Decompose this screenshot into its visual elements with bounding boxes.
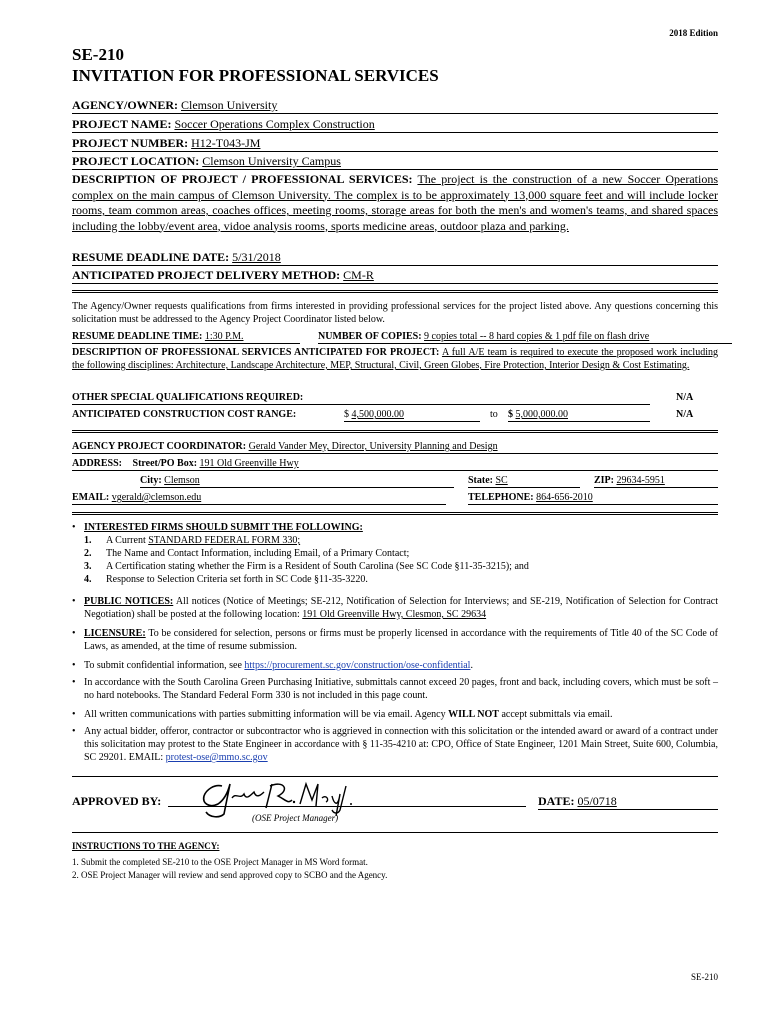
project-location-label: PROJECT LOCATION: (72, 154, 200, 168)
project-number-field[interactable] (72, 136, 718, 152)
agency-owner-label: AGENCY/OWNER: (72, 98, 179, 112)
number-of-copies-value: 9 copies total -- 8 hard copies & 1 pdf file on flash drive (424, 331, 650, 342)
state-label: State: (468, 475, 493, 486)
instructions-header: INSTRUCTIONS TO THE AGENCY: (72, 841, 220, 851)
cost-range-na-label: N/A (676, 409, 694, 420)
cost-low-dollar: $ (344, 409, 349, 420)
public-notices-bullet: • PUBLIC NOTICES: All notices (Notice of Meetings; SE-212, Notification of Selection for Interviews; and SE-219, Notification of Selection for Contract Negotiation) shall be posted at the following location: 191 Old Greenville Hwy, Clesmon, SC 29634 (72, 596, 718, 620)
protest-bullet: • Any actual bidder, offeror, contractor or subcontractor who is aggrieved in connection with this solicitation or the intended award or award of a contract under this solicitation may protest to the State Engineer in accordance with § 11-35-4210 at: CPO, Office of State Engineer, 1201 Main Street, Suite 600, Columbia, SC 29201. EMAIL: protest-ose@mmo.sc.gov (72, 726, 718, 763)
delivery-method-label: ANTICIPATED PROJECT DELIVERY METHOD: (72, 268, 341, 282)
date-value: 05/0718 (577, 794, 617, 808)
resume-deadline-time-label: RESUME DEADLINE TIME: (72, 331, 203, 342)
cost-low-field[interactable] (344, 408, 480, 422)
street-label: Street/PO Box: (132, 458, 198, 469)
footer-form-code: SE-210 (691, 972, 718, 982)
date-label: DATE: (538, 794, 575, 808)
public-notices-label: PUBLIC NOTICES: (84, 596, 174, 607)
confidential-link[interactable]: https://procurement.sc.gov/construction/ose-confidential (244, 660, 471, 671)
project-location-value: Clemson University Campus (202, 154, 341, 168)
cost-range-label: ANTICIPATED CONSTRUCTION COST RANGE: (72, 409, 297, 420)
project-number-label: PROJECT NUMBER: (72, 136, 189, 150)
instructions-block (72, 840, 387, 882)
licensure-bullet: • LICENSURE: To be considered for selection, persons or firms must be properly licensed in accordance with the requirements of Title 40 of the SC Code of Laws, as amended, at the time of resume submission. (72, 628, 718, 652)
other-qualifications-row (72, 391, 718, 405)
submit-item: 1. A Current STANDARD FEDERAL FORM 330; (84, 535, 301, 546)
resume-deadline-date-value: 5/31/2018 (232, 250, 281, 264)
approved-by-caption: (OSE Project Manager) (252, 813, 339, 823)
form-330-link[interactable]: STANDARD FEDERAL FORM 330; (148, 535, 301, 546)
section-divider (72, 512, 718, 515)
agency-owner-field[interactable] (72, 98, 718, 114)
submit-bullet (72, 521, 718, 534)
services-anticipated-value: A full A/E team is required to execute the proposed work including the following disciplines: Architecture, Landscape Architecture, MEP, Structural, Civil, Green Globes, Fire Protection, Interior Design & Cost Estimating. (72, 347, 718, 371)
submit-header: INTERESTED FIRMS SHOULD SUBMIT THE FOLLOWING: (84, 522, 363, 533)
public-notices-text: All notices (Notice of Meetings; SE-212, Notification of Selection for Interviews; and SE-219, Notification of Selection for Contract Negotiation) shall be posted at the following location: (84, 596, 718, 620)
submit-item: 3. A Certification stating whether the Firm is a Resident of South Carolina (See SC Code §11-35-3215); and (84, 561, 529, 572)
project-description-field[interactable] (72, 172, 718, 234)
address-street-row[interactable] (72, 457, 718, 471)
state-value: SC (495, 475, 508, 486)
zip-field[interactable] (594, 474, 718, 488)
will-not-text: WILL NOT (448, 709, 499, 720)
licensure-text: To be considered for selection, persons or firms must be properly licensed in accordance with the requirements of Title 40 of the SC Code of Laws, as amended, at the time of resume submission. (84, 628, 718, 652)
form-title-block (72, 44, 439, 86)
green-text: In accordance with the South Carolina Green Purchasing Initiative, submittals cannot exceed 20 pages, front and back, including covers, which must be soft – no hard notebooks. The Standard Federal Form 330 is not included in this page count. (84, 677, 718, 701)
deadline-copies-row (72, 330, 718, 344)
written-bullet: • All written communications with parties submitting information will be via email. Agency WILL NOT accept submittals via email. (72, 709, 613, 720)
cost-high-dollar: $ (508, 409, 513, 420)
edition-label: 2018 Edition (669, 28, 718, 38)
instructions-divider (72, 832, 718, 833)
coordinator-label: AGENCY PROJECT COORDINATOR: (72, 441, 247, 452)
other-qualifications-field[interactable] (72, 391, 650, 405)
coordinator-field[interactable] (72, 440, 718, 454)
submit-item: 2. The Name and Contact Information, including Email, of a Primary Contact; (84, 548, 410, 559)
green-bullet: • In accordance with the South Carolina Green Purchasing Initiative, submittals cannot exceed 20 pages, front and back, including covers, which must be soft – no hard notebooks. The Standard Federal Form 330 is not included in this page count. (72, 677, 718, 701)
form-code: SE-210 (72, 45, 124, 64)
protest-email-link[interactable]: protest-ose@mmo.sc.gov (165, 752, 268, 763)
submit-item: 4. Response to Selection Criteria set forth in SC Code §11-35-3220. (84, 574, 368, 585)
services-anticipated-field[interactable] (72, 346, 718, 372)
agency-owner-value: Clemson University (181, 98, 278, 112)
public-notices-location: 191 Old Greenville Hwy, Clesmon, SC 29634 (302, 609, 487, 620)
date-field[interactable] (538, 794, 718, 810)
section-divider (72, 290, 718, 293)
project-description-label: DESCRIPTION OF PROJECT / PROFESSIONAL SERVICES: (72, 172, 413, 186)
project-location-field[interactable] (72, 154, 718, 170)
form-title: INVITATION FOR PROFESSIONAL SERVICES (72, 66, 439, 85)
resume-deadline-date-label: RESUME DEADLINE DATE: (72, 250, 230, 264)
project-description-value: The project is the construction of a new Soccer Operations complex on the main campus of Clemson University. The complex is to be approximately 13,000 square feet and will include locker rooms, team common areas, coaches offices, meeting rooms, storage areas for both the men's and women's teams, and shared spaces including the lobby/event area, vidoe analysis rooms, sports medicine areas, outdoor plaza and parking. (72, 172, 718, 233)
cost-high-field[interactable] (508, 408, 650, 422)
address-label: ADDRESS: (72, 458, 123, 469)
submit-list (84, 534, 718, 586)
approved-by-label: APPROVED BY: (72, 794, 162, 808)
cost-to-label: to (490, 409, 498, 420)
zip-value: 29634-5951 (616, 475, 665, 486)
resume-deadline-time-field[interactable] (72, 330, 300, 344)
city-label: City: (140, 475, 162, 486)
email-label: EMAIL: (72, 492, 110, 503)
street-value: 191 Old Greenville Hwy (199, 458, 299, 469)
instruction-item: 1. Submit the completed SE-210 to the OSE Project Manager in MS Word format. (72, 857, 368, 867)
approval-divider (72, 776, 718, 777)
other-qualifications-label: OTHER SPECIAL QUALIFICATIONS REQUIRED: (72, 392, 304, 403)
project-number-value: H12-T043-JM (191, 136, 261, 150)
instruction-item: 2. OSE Project Manager will review and send approved copy to SCBO and the Agency. (72, 870, 388, 880)
city-value: Clemson (164, 475, 200, 486)
email-field[interactable] (72, 491, 446, 505)
state-field[interactable] (468, 474, 580, 488)
project-name-value: Soccer Operations Complex Construction (174, 117, 375, 131)
services-anticipated-label: DESCRIPTION OF PROFESSIONAL SERVICES ANTICIPATED FOR PROJECT: (72, 347, 440, 358)
telephone-value: 864-656-2010 (536, 492, 593, 503)
telephone-field[interactable] (468, 491, 718, 505)
city-field[interactable] (140, 474, 454, 488)
section-divider (72, 430, 718, 433)
delivery-method-field[interactable] (72, 268, 718, 284)
intro-text: The Agency/Owner requests qualifications from firms interested in providing professional services for the project listed above. Any questions concerning this solicitation must be addressed to the Agency Project Coordinator listed below. (72, 301, 718, 325)
coordinator-value: Gerald Vander Mey, Director, University Planning and Design (248, 441, 498, 452)
delivery-method-value: CM-R (343, 268, 374, 282)
resume-deadline-date-field[interactable] (72, 250, 718, 266)
number-of-copies-field[interactable] (318, 330, 732, 344)
approval-row (72, 792, 718, 842)
cost-range-row (72, 408, 718, 421)
project-name-field[interactable] (72, 117, 718, 133)
other-qualifications-na-label: N/A (676, 392, 694, 403)
confidential-text: To submit confidential information, see (84, 660, 245, 671)
bullet-dot: • (72, 522, 76, 533)
cost-high-value: 5,000,000.00 (515, 409, 568, 420)
telephone-label: TELEPHONE: (468, 492, 534, 503)
email-value: vgerald@clemson.edu (111, 492, 202, 503)
zip-label: ZIP: (594, 475, 614, 486)
resume-deadline-time-value: 1:30 P.M. (204, 331, 244, 342)
cost-low-value: 4,500,000.00 (351, 409, 404, 420)
project-name-label: PROJECT NAME: (72, 117, 172, 131)
licensure-label: LICENSURE: (84, 628, 146, 639)
number-of-copies-label: NUMBER OF COPIES: (318, 331, 422, 342)
confidential-bullet: • To submit confidential information, see https://procurement.sc.gov/construction/ose-confidential. (72, 660, 473, 671)
protest-text: Any actual bidder, offeror, contractor or subcontractor who is aggrieved in connection with this solicitation or the intended award or award of a contract under this solicitation may protest to the State Engineer in accordance with § 11-35-4210 at: CPO, Office of State Engineer, 1201 Main Street, Suite 600, Columbia, SC 29201. EMAIL: (84, 726, 718, 763)
